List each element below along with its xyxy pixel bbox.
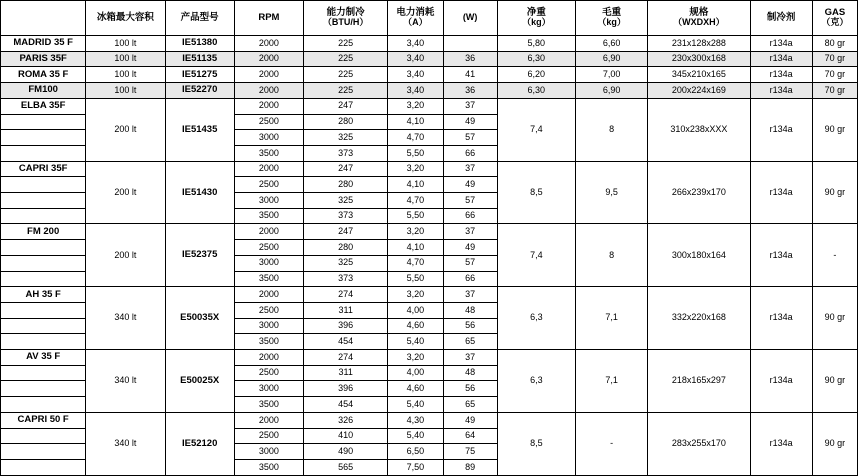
cell-btu: 280 <box>304 177 388 193</box>
cell-model: CAPRI 50 F <box>1 412 86 428</box>
cell-amp: 5,40 <box>388 334 443 350</box>
cell-gas: 90 gr <box>812 287 857 350</box>
cell-rpm: 2500 <box>234 428 303 444</box>
cell-btu: 454 <box>304 334 388 350</box>
cell-rpm: 2000 <box>234 83 303 99</box>
cell-rpm: 2500 <box>234 114 303 130</box>
cell-refrigerant: r134a <box>750 98 812 161</box>
cell-rpm: 2000 <box>234 287 303 303</box>
cell-net-weight: 7,4 <box>497 224 575 287</box>
cell-model: AH 35 F <box>1 287 86 303</box>
cell-btu: 490 <box>304 444 388 460</box>
table-row <box>1 83 858 99</box>
cell-net-weight: 8,5 <box>497 412 575 475</box>
cell-capacity: 100 lt <box>86 67 165 83</box>
cell-amp: 4,60 <box>388 381 443 397</box>
cell-amp: 6,50 <box>388 444 443 460</box>
cell-capacity: 200 lt <box>86 98 165 161</box>
cell-watt: 56 <box>443 318 497 334</box>
cell-gross-weight: 7,1 <box>575 350 647 413</box>
cell-watt: 49 <box>443 412 497 428</box>
cell-btu: 325 <box>304 130 388 146</box>
cell-gross-weight: 6,90 <box>575 83 647 99</box>
table-row <box>1 412 858 428</box>
header-gross-weight-line1: 毛重 <box>602 7 622 19</box>
cell-btu: 280 <box>304 114 388 130</box>
cell-watt: 65 <box>443 334 497 350</box>
cell-refrigerant: r134a <box>750 36 812 52</box>
cell-amp: 5,50 <box>388 271 443 287</box>
cell-rpm: 3500 <box>234 397 303 413</box>
cell-watt: 37 <box>443 350 497 366</box>
cell-watt: 41 <box>443 67 497 83</box>
cell-net-weight: 6,30 <box>497 51 575 67</box>
cell-dimensions: 230x300x168 <box>648 51 750 67</box>
cell-btu: 280 <box>304 240 388 256</box>
cell-watt: 75 <box>443 444 497 460</box>
cell-refrigerant: r134a <box>750 224 812 287</box>
cell-model-empty <box>1 208 86 224</box>
header-dimensions-line1: 规格 <box>689 7 709 19</box>
cell-model: MADRID 35 F <box>1 36 86 52</box>
cell-product-code: IE51135 <box>165 51 234 67</box>
cell-amp: 4,70 <box>388 255 443 271</box>
cell-rpm: 3500 <box>234 208 303 224</box>
cell-model-empty <box>1 444 86 460</box>
cell-dimensions: 266x239x170 <box>648 161 750 224</box>
cell-rpm: 2000 <box>234 51 303 67</box>
cell-amp: 5,50 <box>388 208 443 224</box>
cell-model-empty <box>1 114 86 130</box>
cell-refrigerant: r134a <box>750 412 812 475</box>
header-power-line1: 电力消耗 <box>396 7 435 19</box>
table-row <box>1 224 858 240</box>
cell-dimensions: 231x128x288 <box>648 36 750 52</box>
cell-watt: 48 <box>443 302 497 318</box>
header-gas <box>812 1 857 36</box>
cell-rpm: 2000 <box>234 412 303 428</box>
header-cooling-capacity <box>304 1 388 36</box>
header-gas-line2: （克） <box>821 17 849 28</box>
cell-model-empty <box>1 145 86 161</box>
cell-gross-weight: 7,1 <box>575 287 647 350</box>
cell-btu: 311 <box>304 302 388 318</box>
cell-capacity: 100 lt <box>86 83 165 99</box>
header-power-watt-line2: (W) <box>462 12 478 23</box>
header-net-weight-line2: （kg） <box>522 17 551 28</box>
cell-gross-weight: - <box>575 412 647 475</box>
cell-btu: 225 <box>304 51 388 67</box>
cell-amp: 3,20 <box>388 287 443 303</box>
cell-rpm: 2000 <box>234 350 303 366</box>
cell-gas: 90 gr <box>812 412 857 475</box>
cell-amp: 3,20 <box>388 224 443 240</box>
cell-refrigerant: r134a <box>750 287 812 350</box>
cell-refrigerant: r134a <box>750 350 812 413</box>
cell-net-weight: 6,3 <box>497 287 575 350</box>
cell-amp: 3,40 <box>388 36 443 52</box>
header-dimensions <box>648 1 750 36</box>
cell-amp: 4,00 <box>388 302 443 318</box>
cell-capacity: 100 lt <box>86 51 165 67</box>
cell-capacity: 200 lt <box>86 224 165 287</box>
cell-watt: 65 <box>443 397 497 413</box>
cell-net-weight: 6,20 <box>497 67 575 83</box>
cell-model-empty <box>1 381 86 397</box>
cell-gas: 80 gr <box>812 36 857 52</box>
cell-rpm: 2000 <box>234 224 303 240</box>
cell-model: PARIS 35F <box>1 51 86 67</box>
cell-watt <box>443 36 497 52</box>
cell-amp: 4,30 <box>388 412 443 428</box>
header-gross-weight <box>575 1 647 36</box>
cell-rpm: 2500 <box>234 240 303 256</box>
cell-btu: 247 <box>304 98 388 114</box>
cell-watt: 66 <box>443 145 497 161</box>
table-row <box>1 287 858 303</box>
cell-btu: 225 <box>304 36 388 52</box>
cell-model-empty <box>1 365 86 381</box>
cell-product-code: E50035X <box>165 287 234 350</box>
cell-net-weight: 6,3 <box>497 350 575 413</box>
header-power-amp-line2: （A） <box>403 17 428 28</box>
cell-watt: 37 <box>443 161 497 177</box>
header-code: 产品型号 <box>165 1 234 36</box>
cell-watt: 49 <box>443 240 497 256</box>
cell-amp: 7,50 <box>388 459 443 475</box>
cell-btu: 410 <box>304 428 388 444</box>
cell-gas: 70 gr <box>812 83 857 99</box>
cell-btu: 247 <box>304 161 388 177</box>
cell-watt: 64 <box>443 428 497 444</box>
cell-amp: 4,10 <box>388 177 443 193</box>
header-net-weight <box>497 1 575 36</box>
cell-watt: 49 <box>443 177 497 193</box>
cell-dimensions: 345x210x165 <box>648 67 750 83</box>
table-header <box>1 1 858 36</box>
cell-amp: 4,10 <box>388 114 443 130</box>
cell-net-weight: 6,30 <box>497 83 575 99</box>
cell-model-empty <box>1 271 86 287</box>
header-refrigerant: 制冷剂 <box>750 1 812 36</box>
cell-model-empty <box>1 240 86 256</box>
cell-rpm: 3000 <box>234 444 303 460</box>
table-row <box>1 36 858 52</box>
header-dimensions-line2: （WXDXH） <box>673 17 725 28</box>
cell-dimensions: 310x238xXXX <box>648 98 750 161</box>
cell-watt: 57 <box>443 130 497 146</box>
cell-btu: 396 <box>304 318 388 334</box>
header-capacity: 冰箱最大容积 <box>86 1 165 36</box>
cell-watt: 36 <box>443 51 497 67</box>
cell-refrigerant: r134a <box>750 67 812 83</box>
cell-model-empty <box>1 318 86 334</box>
cell-rpm: 3500 <box>234 459 303 475</box>
cell-rpm: 2500 <box>234 177 303 193</box>
cell-model: FM 200 <box>1 224 86 240</box>
cell-gross-weight: 8 <box>575 224 647 287</box>
header-row <box>1 1 858 36</box>
cell-rpm: 3000 <box>234 255 303 271</box>
cell-refrigerant: r134a <box>750 51 812 67</box>
cell-model-empty <box>1 459 86 475</box>
cell-rpm: 2500 <box>234 302 303 318</box>
cell-watt: 66 <box>443 271 497 287</box>
cell-btu: 225 <box>304 83 388 99</box>
cell-watt: 36 <box>443 83 497 99</box>
cell-btu: 225 <box>304 67 388 83</box>
cell-capacity: 340 lt <box>86 412 165 475</box>
cell-amp: 3,20 <box>388 350 443 366</box>
cell-gas: 70 gr <box>812 51 857 67</box>
cell-watt: 37 <box>443 287 497 303</box>
cell-amp: 3,40 <box>388 67 443 83</box>
cell-btu: 326 <box>304 412 388 428</box>
cell-rpm: 3000 <box>234 130 303 146</box>
cell-btu: 325 <box>304 255 388 271</box>
cell-rpm: 2000 <box>234 67 303 83</box>
cell-watt: 49 <box>443 114 497 130</box>
cell-model: ELBA 35F <box>1 98 86 114</box>
cell-rpm: 3000 <box>234 318 303 334</box>
cell-net-weight: 8,5 <box>497 161 575 224</box>
cell-dimensions: 332x220x168 <box>648 287 750 350</box>
cell-model-empty <box>1 193 86 209</box>
cell-btu: 373 <box>304 145 388 161</box>
cell-net-weight: 5,80 <box>497 36 575 52</box>
cell-amp: 4,70 <box>388 193 443 209</box>
cell-gross-weight: 7,00 <box>575 67 647 83</box>
cell-btu: 274 <box>304 350 388 366</box>
cell-product-code: IE51275 <box>165 67 234 83</box>
cell-gas: 90 gr <box>812 350 857 413</box>
header-rpm: RPM <box>234 1 303 36</box>
cell-btu: 396 <box>304 381 388 397</box>
cell-watt: 48 <box>443 365 497 381</box>
cell-dimensions: 300x180x164 <box>648 224 750 287</box>
cell-capacity: 340 lt <box>86 350 165 413</box>
header-cooling-capacity-line2: （BTU/H） <box>322 17 369 28</box>
cell-watt: 57 <box>443 255 497 271</box>
cell-amp: 5,50 <box>388 145 443 161</box>
cell-rpm: 2000 <box>234 98 303 114</box>
cell-amp: 5,40 <box>388 428 443 444</box>
cell-gross-weight: 6,60 <box>575 36 647 52</box>
cell-model-empty <box>1 397 86 413</box>
cell-gross-weight: 9,5 <box>575 161 647 224</box>
cell-rpm: 3500 <box>234 145 303 161</box>
cell-gross-weight: 8 <box>575 98 647 161</box>
cell-capacity: 340 lt <box>86 287 165 350</box>
cell-product-code: E50025X <box>165 350 234 413</box>
table-row <box>1 51 858 67</box>
cell-btu: 373 <box>304 271 388 287</box>
cell-capacity: 100 lt <box>86 36 165 52</box>
cell-dimensions: 218x165x297 <box>648 350 750 413</box>
cell-btu: 274 <box>304 287 388 303</box>
cell-model: FM100 <box>1 83 86 99</box>
header-gross-weight-line2: （kg） <box>597 17 626 28</box>
header-power-watt <box>443 1 497 36</box>
cell-rpm: 2000 <box>234 36 303 52</box>
cell-model: AV 35 F <box>1 350 86 366</box>
cell-model: ROMA 35 F <box>1 67 86 83</box>
cell-product-code: IE51435 <box>165 98 234 161</box>
table-row <box>1 161 858 177</box>
cell-rpm: 2000 <box>234 161 303 177</box>
cell-gas: 90 gr <box>812 98 857 161</box>
cell-btu: 565 <box>304 459 388 475</box>
cell-rpm: 3500 <box>234 271 303 287</box>
cell-rpm: 3000 <box>234 381 303 397</box>
cell-btu: 373 <box>304 208 388 224</box>
cell-capacity: 200 lt <box>86 161 165 224</box>
cell-rpm: 3500 <box>234 334 303 350</box>
cell-product-code: IE51380 <box>165 36 234 52</box>
cell-refrigerant: r134a <box>750 161 812 224</box>
cell-model-empty <box>1 302 86 318</box>
header-gas-line1: GAS <box>824 7 846 19</box>
cell-gross-weight: 6,90 <box>575 51 647 67</box>
cell-product-code: IE52375 <box>165 224 234 287</box>
table-row <box>1 350 858 366</box>
cell-btu: 311 <box>304 365 388 381</box>
cell-amp: 5,40 <box>388 397 443 413</box>
cell-net-weight: 7,4 <box>497 98 575 161</box>
cell-watt: 56 <box>443 381 497 397</box>
cell-model-empty <box>1 428 86 444</box>
cell-amp: 4,10 <box>388 240 443 256</box>
cell-watt: 66 <box>443 208 497 224</box>
table-row <box>1 67 858 83</box>
cell-dimensions: 200x224x169 <box>648 83 750 99</box>
cell-amp: 3,40 <box>388 51 443 67</box>
table-body <box>1 36 858 476</box>
cell-product-code: IE51430 <box>165 161 234 224</box>
cell-gas: 70 gr <box>812 67 857 83</box>
cell-refrigerant: r134a <box>750 83 812 99</box>
cell-amp: 3,20 <box>388 98 443 114</box>
cell-amp: 3,40 <box>388 83 443 99</box>
cell-model-empty <box>1 177 86 193</box>
header-power-amp <box>388 1 443 36</box>
cell-btu: 454 <box>304 397 388 413</box>
cell-model: CAPRI 35F <box>1 161 86 177</box>
cell-gas: - <box>812 224 857 287</box>
cell-model-empty <box>1 255 86 271</box>
cell-model-empty <box>1 334 86 350</box>
cell-amp: 4,60 <box>388 318 443 334</box>
cell-watt: 37 <box>443 224 497 240</box>
cell-model-empty <box>1 130 86 146</box>
header-model <box>1 1 86 36</box>
cell-watt: 37 <box>443 98 497 114</box>
cell-amp: 3,20 <box>388 161 443 177</box>
cell-rpm: 3000 <box>234 193 303 209</box>
cell-dimensions: 283x255x170 <box>648 412 750 475</box>
cell-product-code: IE52120 <box>165 412 234 475</box>
cell-rpm: 2500 <box>234 365 303 381</box>
cell-btu: 247 <box>304 224 388 240</box>
header-net-weight-line1: 净重 <box>526 7 546 19</box>
table-row <box>1 98 858 114</box>
cell-watt: 57 <box>443 193 497 209</box>
cell-watt: 89 <box>443 459 497 475</box>
cell-btu: 325 <box>304 193 388 209</box>
cell-product-code: IE52270 <box>165 83 234 99</box>
cell-amp: 4,70 <box>388 130 443 146</box>
cell-amp: 4,00 <box>388 365 443 381</box>
cell-gas: 90 gr <box>812 161 857 224</box>
header-cooling-capacity-line1: 能力制冷 <box>326 7 365 19</box>
